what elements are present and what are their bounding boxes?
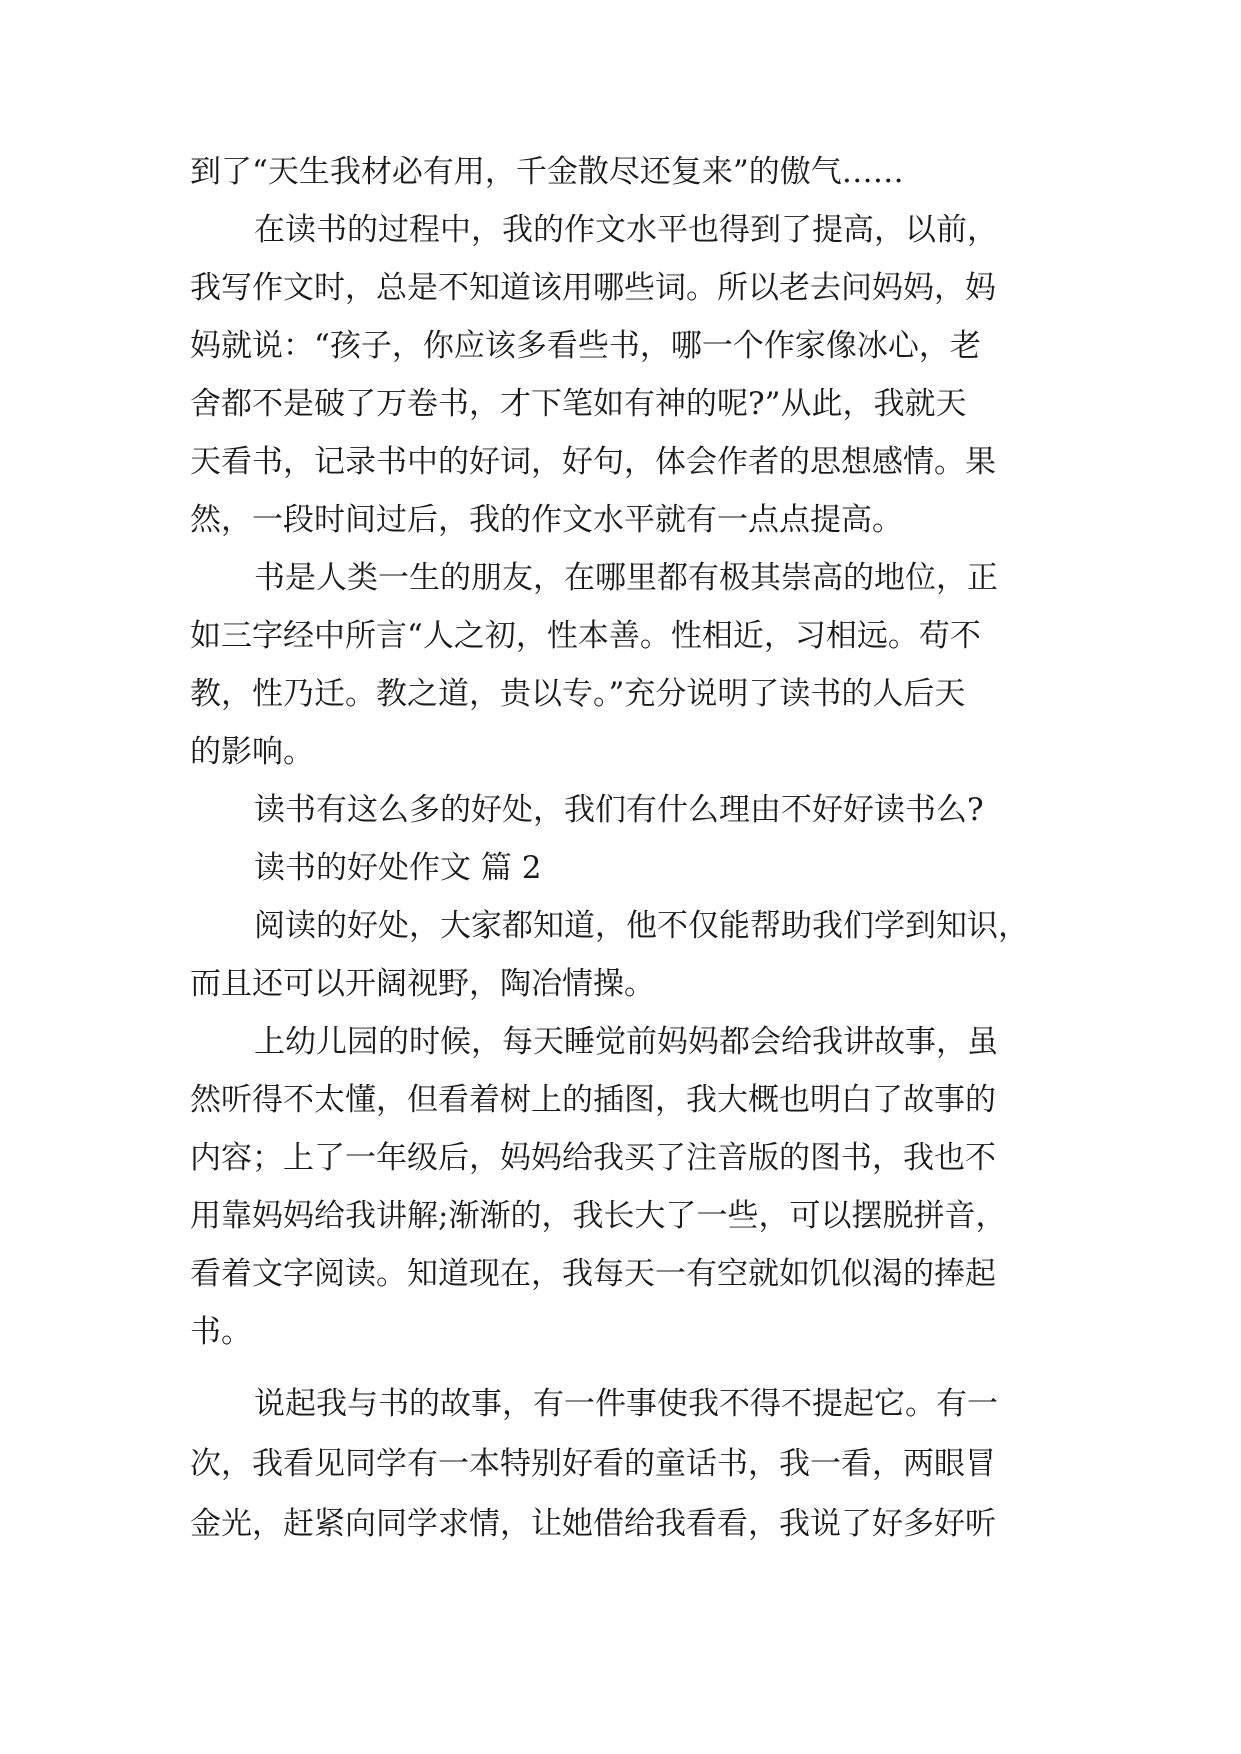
text-line: 天看书，记录书中的好词，好句，体会作者的思想感情。果 [190,444,996,480]
text-line: 我写作文时，总是不知道该用哪些词。所以老去问妈妈，妈 [190,270,996,306]
text-line: 书。 [190,1314,252,1350]
text-line: 然听得不太懂，但看着树上的插图，我大概也明白了故事的 [190,1082,996,1118]
text-line: 用靠妈妈给我讲解;渐渐的，我长大了一些，可以摆脱拼音， [190,1198,1007,1234]
paragraph-first-line: 读书有这么多的好处，我们有什么理由不好好读书么? [254,792,984,828]
text-line: 然，一段时间过后，我的作文水平就有一点点提高。 [190,502,903,538]
text-line: 次，我看见同学有一本特别好看的童话书，我一看，两眼冒 [190,1446,996,1482]
paragraph-first-line: 上幼儿园的时候，每天睡觉前妈妈都会给我讲故事，虽 [254,1024,998,1060]
paragraph-first-line: 阅读的好处，大家都知道，他不仅能帮助我们学到知识， [254,908,1029,944]
section-heading: 读书的好处作文 篇 2 [254,850,542,886]
text-line: 教，性乃迁。教之道，贵以专。”充分说明了读书的人后天 [190,676,966,712]
text-line: 舍都不是破了万卷书，才下笔如有神的呢?”从此，我就天 [190,386,967,422]
text-line: 金光，赶紧向同学求情，让她借给我看看，我说了好多好听 [190,1506,996,1542]
paragraph-first-line: 说起我与书的故事，有一件事使我不得不提起它。有一 [254,1386,998,1422]
text-line: 到了“天生我材必有用，千金散尽还复来”的傲气…… [190,154,904,190]
text-line: 的影响。 [190,734,314,770]
text-line: 妈就说：“孩子，你应该多看些书，哪一个作家像冰心，老 [190,328,981,364]
paragraph-first-line: 在读书的过程中，我的作文水平也得到了提高，以前， [254,212,998,248]
text-line: 而且还可以开阔视野，陶冶情操。 [190,966,655,1002]
text-line: 内容；上了一年级后，妈妈给我买了注音版的图书，我也不 [190,1140,996,1176]
paragraph-first-line: 书是人类一生的朋友，在哪里都有极其崇高的地位，正 [254,560,998,596]
text-line: 如三字经中所言“人之初，性本善。性相近，习相远。苟不 [190,618,981,654]
text-line: 看着文字阅读。知道现在，我每天一有空就如饥似渴的捧起 [190,1256,996,1292]
